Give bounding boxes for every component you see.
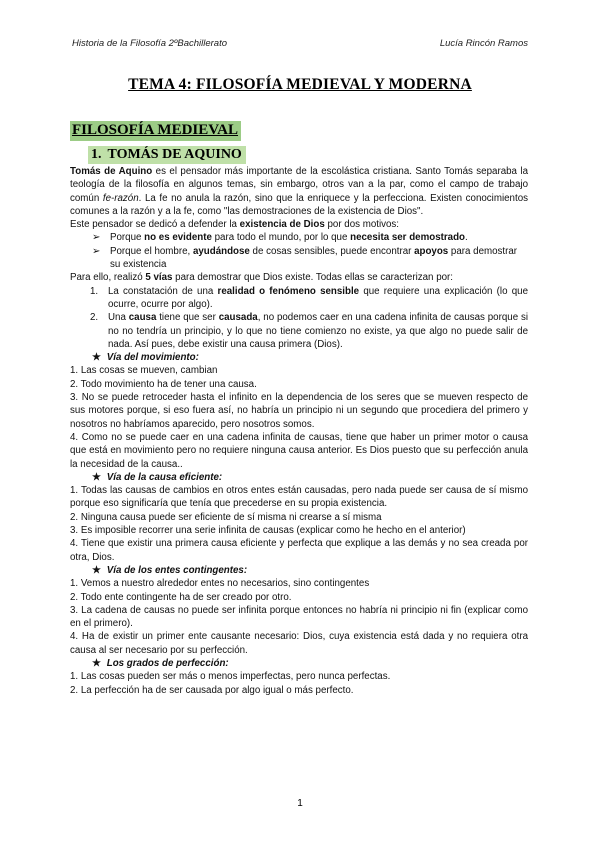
via-heading: ★ Los grados de perfección: [92, 657, 229, 669]
star-icon: ★ [92, 352, 101, 364]
feature-item: 1. La constatación de una realidad o fenómeno sensible que requiere una explicación (lo que ocurre, ocurre por algo). [90, 285, 528, 310]
document-body [70, 165, 528, 697]
via-item: 4. Tiene que existir una primera causa eficiente y perfecta que explique a las demás y no sea creada por otra, Dios. [70, 538, 528, 563]
subsection-number: 1. [91, 147, 102, 162]
via-item: 1. Todas las causas de cambios en otros entes están causadas, pero nada puede ser causa de sí mismo porque eso significaría que tenía que precederse en su propia existencia. [70, 485, 528, 510]
star-icon: ★ [92, 471, 101, 483]
via-heading: ★ Vía del movimiento: [92, 352, 199, 364]
feature-item: 2. Una causa tiene que ser causada, no podemos caer en una cadena infinita de causas porque si no no tendría un principio, y lo que no tiene comienzo no existe, ya que algo no puede salir de nada. Así pues, debe existir una causa primera (Dios). [90, 312, 528, 350]
via-item: 2. Ninguna causa puede ser eficiente de sí misma ni crearse a sí misma [70, 511, 382, 523]
via-item: 4. Ha de existir un primer ente causante necesario: Dios, cuya existencia está dada y no requiera otra causa al ser necesario por su perfección. [70, 631, 528, 656]
via-item: 3. La cadena de causas no puede ser infinita porque entonces no habría ni principio ni fin (explicar como en el primero). [70, 604, 528, 630]
subsection-heading [88, 146, 246, 164]
intro-paragraph: Tomás de Aquino es el pensador más importante de la escolástica cristiana. Santo Tomás separaba la teología de la filosofía en algunos temas, sin embargo, otros van a la par, como el campo de trabajo común fe-razón. La fe no anula la razón, sino que la enriquece y la perfecciona. Existen conocimientos comunes a la razón y a la fe, como "las demostraciones de la existencia de Dios". [70, 166, 529, 217]
star-icon: ★ [92, 657, 101, 669]
via-item: 1. Las cosas pueden ser más o menos imperfectas, pero nunca perfectas. [70, 671, 391, 683]
vias-intro-paragraph: Para ello, realizó 5 vías para demostrar que Dios existe. Todas ellas se caracterizan por: [70, 272, 453, 284]
header-left: Historia de la Filosofía 2ºBachillerato [72, 38, 228, 49]
via-item: 3. No se puede retroceder hasta el infinito en la dependencia de los seres que se mueven respecto de sus motores porque, si eso fuera así, no habría un principio ni un segundo que procediera del primero y nosotros no habríamos aparecido, pero nosotros somos. [70, 392, 528, 430]
via-item: 2. Todo ente contingente ha de ser creado por otro. [70, 591, 292, 603]
page-number: 1 [297, 798, 303, 809]
via-item: 2. Todo movimiento ha de tener una causa. [70, 378, 257, 390]
star-icon: ★ [92, 564, 101, 576]
page-title: TEMA 4: FILOSOFÍA MEDIEVAL Y MODERNA [128, 76, 472, 93]
subsection-label: TOMÁS DE AQUINO [107, 147, 242, 162]
via-item: 2. La perfección ha de ser causada por algo igual o más perfecto. [70, 684, 354, 696]
motive-item: ➢ Porque el hombre, ayudándose de cosas sensibles, puede encontrar apoyos para demostrar su existencia [92, 245, 518, 271]
via-item: 1. Las cosas se mueven, cambian [70, 365, 218, 377]
defends-paragraph: Este pensador se dedicó a defender la existencia de Dios por dos motivos: [70, 219, 400, 231]
via-heading: ★ Vía de la causa eficiente: [92, 471, 223, 483]
via-item: 3. Es imposible recorrer una serie infinita de causas (explicar como he hecho en el anterior) [70, 525, 466, 537]
motive-item: ➢ Porque no es evidente para todo el mundo, por lo que necesita ser demostrado. [92, 232, 468, 244]
arrow-icon: ➢ [92, 245, 101, 257]
via-heading: ★ Vía de los entes contingentes: [92, 564, 248, 576]
section-heading: FILOSOFÍA MEDIEVAL [70, 121, 241, 141]
arrow-icon: ➢ [92, 232, 101, 244]
via-item: 4. Como no se puede caer en una cadena infinita de causas, tiene que haber un primer motor o causa que está en movimiento pero no requiere ninguna causa anterior. Es Dios puesto que su perfección anula la necesidad de la causa.. [70, 431, 528, 470]
header-right: Lucía Rincón Ramos [439, 38, 528, 49]
via-item: 1. Vemos a nuestro alrededor entes no necesarios, sino contingentes [70, 578, 370, 590]
